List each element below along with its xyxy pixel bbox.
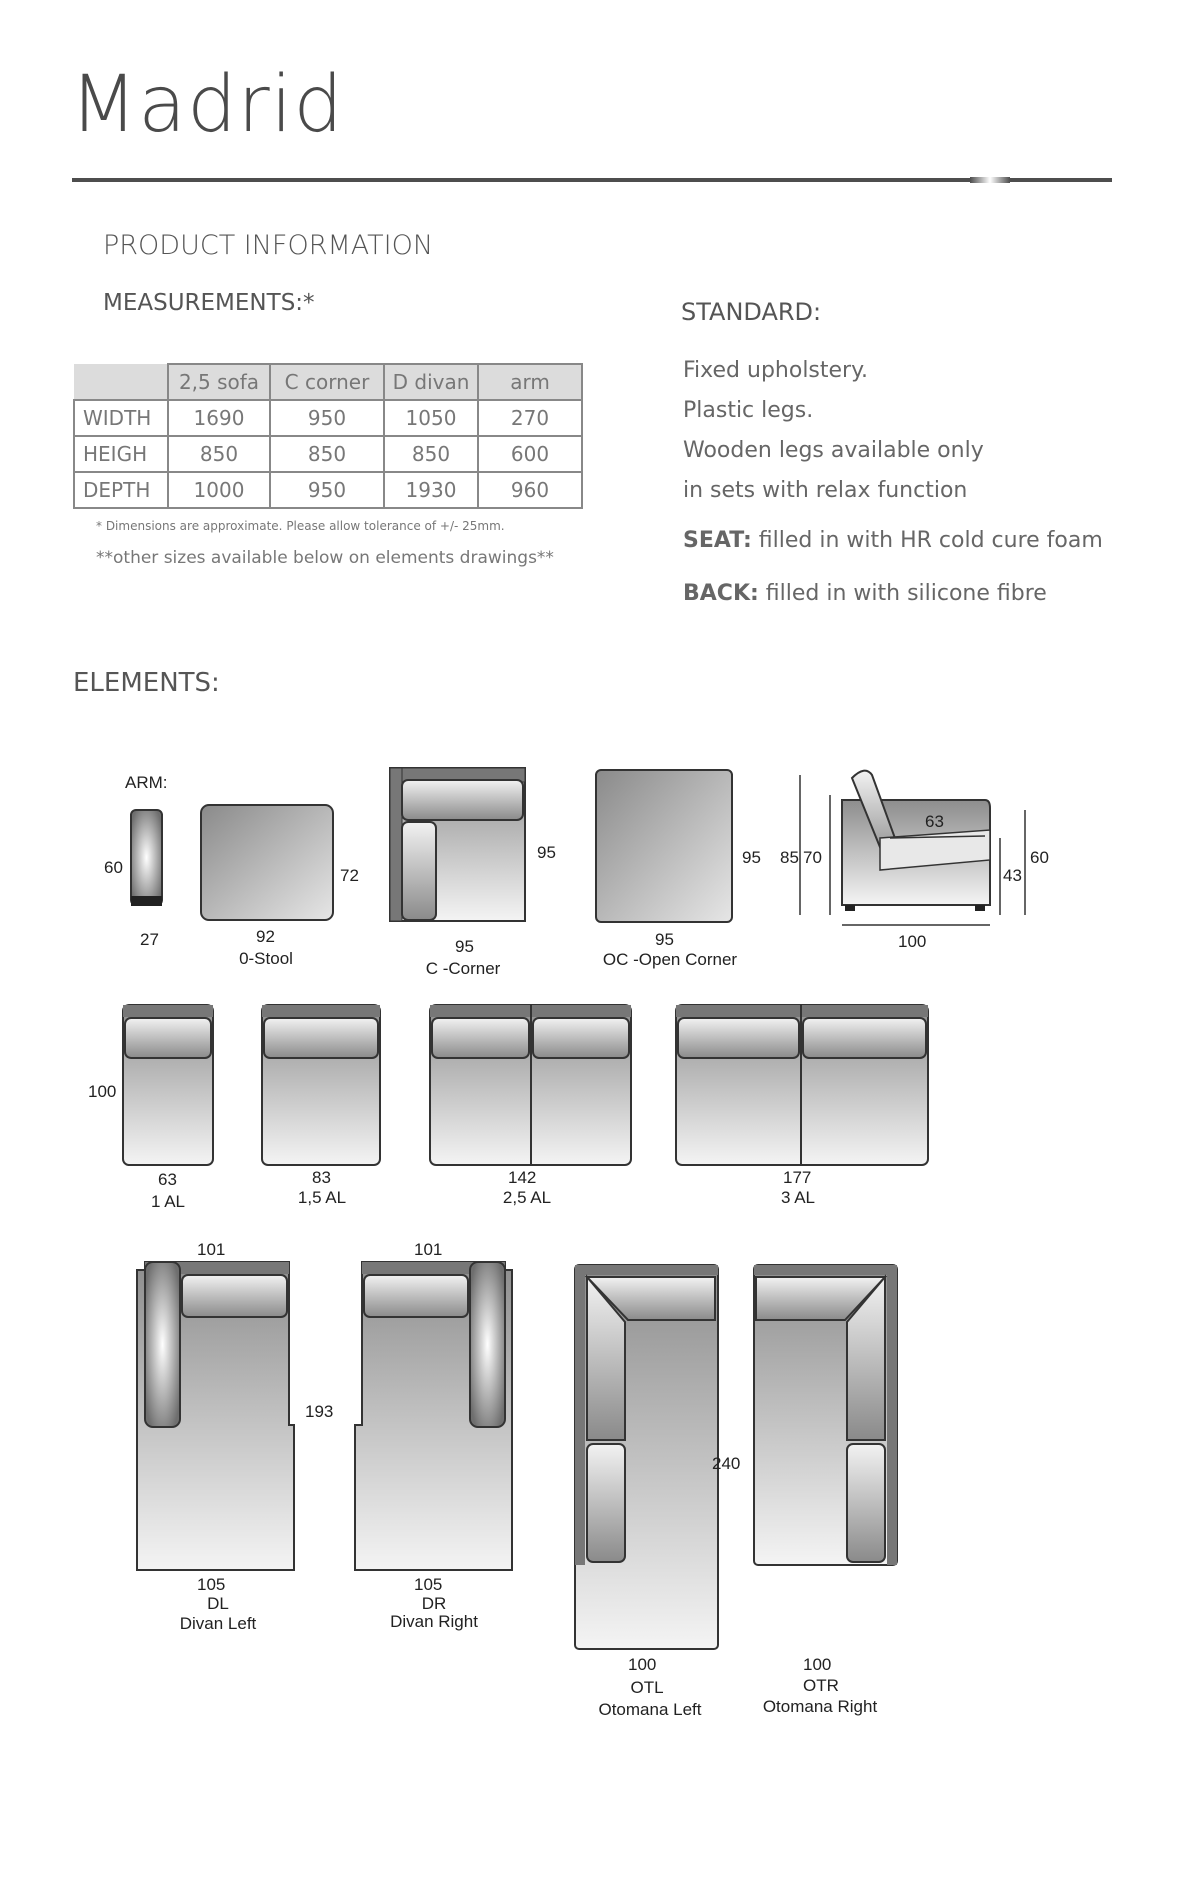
al-2-5-width-label: 142 <box>508 1168 537 1187</box>
divan-left-top-label: 101 <box>197 1240 226 1259</box>
divan-right-width-label: 105 <box>414 1575 443 1594</box>
page-title: Madrid <box>70 60 344 150</box>
stool-name: 0-Stool <box>239 949 293 968</box>
otomana-right-code: OTR <box>803 1676 839 1695</box>
arm-title: ARM: <box>125 773 168 792</box>
table-cell: 1000 <box>168 472 270 508</box>
al-2-5-name: 2,5 AL <box>502 1188 552 1207</box>
table-cell: 850 <box>384 436 478 472</box>
column-header: D divan <box>384 364 478 400</box>
al-1-5-name: 1,5 AL <box>297 1188 347 1207</box>
seat-text: filled in with HR cold cure foam <box>751 528 1103 553</box>
column-header: arm <box>478 364 582 400</box>
table-cell: 950 <box>270 400 384 436</box>
al-2-5-element <box>430 1005 631 1165</box>
al-1-5-element <box>262 1005 380 1165</box>
measurements-heading: MEASUREMENTS:* <box>103 290 315 316</box>
open-corner-width-label: 95 <box>655 930 674 949</box>
c-corner-element <box>390 768 525 921</box>
c-corner-width-label: 95 <box>455 937 474 956</box>
al-1-element <box>123 1005 213 1165</box>
standard-line: Plastic legs. <box>683 398 814 423</box>
al-1-width-label: 63 <box>158 1170 177 1189</box>
al-depth-label: 100 <box>88 1082 117 1101</box>
back-text: filled in with silicone fibre <box>758 581 1047 606</box>
otomana-left-code: OTL <box>630 1678 664 1697</box>
al-1-name: 1 AL <box>150 1192 186 1211</box>
al-3-width-label: 177 <box>783 1168 812 1187</box>
open-corner-element <box>596 770 732 922</box>
row-label: DEPTH <box>74 472 168 508</box>
otomana-depth-label: 240 <box>712 1454 741 1473</box>
table-cell: 1690 <box>168 400 270 436</box>
stool-depth-label: 72 <box>340 866 359 885</box>
otomana-right-element <box>754 1265 897 1565</box>
al-1-5-width-label: 83 <box>312 1168 331 1187</box>
tolerance-note: * Dimensions are approximate. Please allow tolerance of +/- 25mm. <box>96 519 505 533</box>
divan-right-element <box>355 1262 512 1570</box>
standard-line: Fixed upholstery. <box>683 358 868 383</box>
open-corner-name: OC -Open Corner <box>602 950 738 969</box>
al-3-name: 3 AL <box>780 1188 816 1207</box>
c-corner-name: C -Corner <box>425 959 501 978</box>
al-3-element <box>676 1005 928 1165</box>
stool-element <box>201 805 333 920</box>
side-view-element <box>800 771 1025 925</box>
standard-line: Wooden legs available only <box>683 438 984 463</box>
divan-left-element <box>137 1262 294 1570</box>
c-corner-depth-label: 95 <box>537 843 556 862</box>
table-cell: 950 <box>270 472 384 508</box>
side-arm-height-label: 60 <box>1030 848 1049 867</box>
open-corner-depth-label: 95 <box>742 848 761 867</box>
row-label: WIDTH <box>74 400 168 436</box>
standard-line: in sets with relax function <box>683 478 968 503</box>
otomana-left-width-label: 100 <box>628 1655 657 1674</box>
arm-height-label: 60 <box>104 858 123 877</box>
table-cell: 1930 <box>384 472 478 508</box>
divan-left-code: DL <box>207 1594 229 1613</box>
table-cell: 960 <box>478 472 582 508</box>
stool-width-label: 92 <box>256 927 275 946</box>
divan-left-width-label: 105 <box>197 1575 226 1594</box>
otomana-right-name: Otomana Right <box>762 1697 878 1716</box>
column-header: 2,5 sofa <box>168 364 270 400</box>
row-label: HEIGH <box>74 436 168 472</box>
side-total-height-label: 85 <box>780 848 799 867</box>
side-seat-depth-label: 63 <box>925 812 944 831</box>
side-depth-label: 100 <box>898 932 927 951</box>
divan-right-top-label: 101 <box>414 1240 443 1259</box>
otomana-left-element <box>575 1265 718 1649</box>
table-cell: 850 <box>168 436 270 472</box>
arm-width-label: 27 <box>140 930 159 949</box>
seat-label: SEAT: <box>683 528 752 553</box>
divan-depth-label: 193 <box>305 1402 334 1421</box>
divan-right-name: Divan Right <box>390 1612 478 1631</box>
column-header: C corner <box>270 364 384 400</box>
standard-heading: STANDARD: <box>681 298 822 326</box>
divan-right-code: DR <box>421 1594 447 1613</box>
other-sizes-note: **other sizes available below on elements drawings** <box>96 548 554 568</box>
otomana-right-width-label: 100 <box>803 1655 832 1674</box>
table-cell: 850 <box>270 436 384 472</box>
elements-heading: ELEMENTS: <box>73 668 220 698</box>
arm-element <box>131 810 162 906</box>
table-cell: 600 <box>478 436 582 472</box>
otomana-left-name: Otomana Left <box>598 1700 702 1719</box>
side-seat-height-label: 43 <box>1003 866 1022 885</box>
back-label: BACK: <box>683 581 759 606</box>
side-back-height-label: 70 <box>803 848 822 867</box>
table-cell: 1050 <box>384 400 478 436</box>
divan-left-name: Divan Left <box>179 1614 257 1633</box>
table-cell: 270 <box>478 400 582 436</box>
product-info-heading: PRODUCT INFORMATION <box>103 230 434 261</box>
